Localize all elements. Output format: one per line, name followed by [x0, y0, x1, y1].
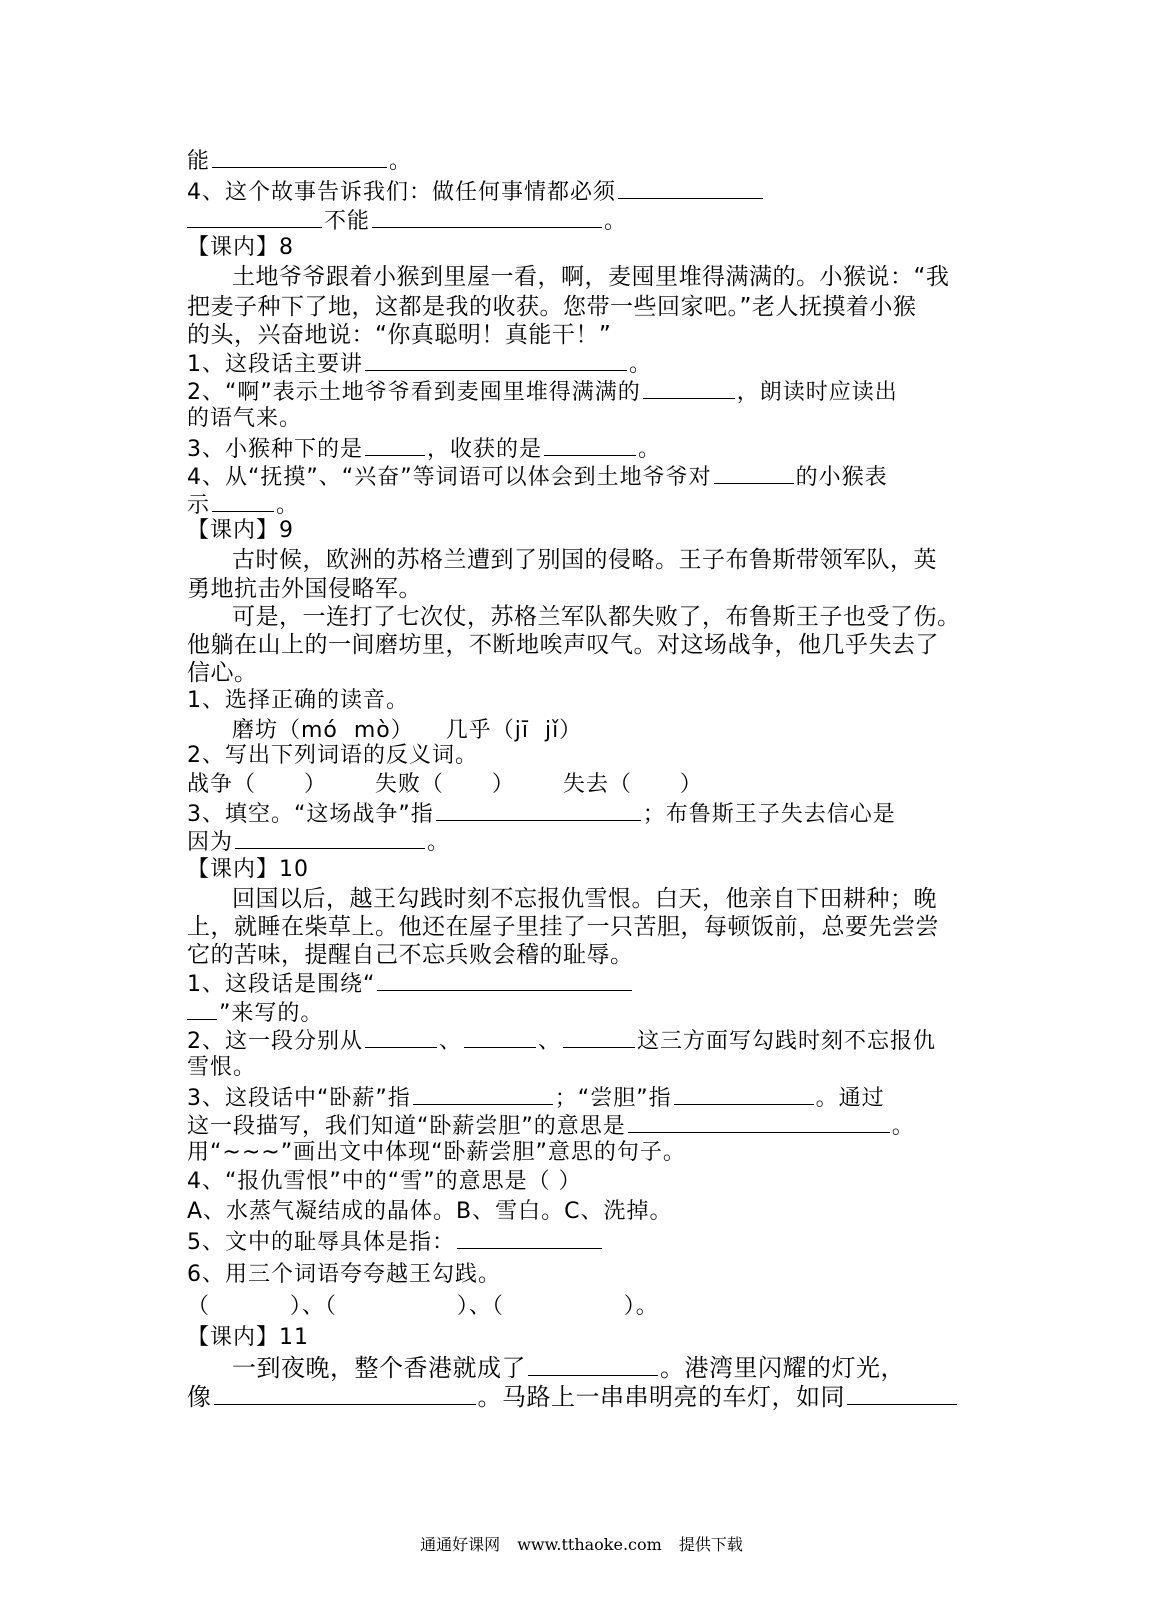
passage-line: 一到夜晚，整个香港就成了 。港湾里闪耀的灯光， — [232, 1354, 905, 1382]
footer-site: 通通好课网 — [420, 1535, 501, 1554]
passage-line: 勇地抗击外国侵略军。 — [187, 576, 422, 602]
blank — [464, 1025, 536, 1048]
question-line: 因为 。 — [187, 826, 450, 856]
blank — [528, 1353, 658, 1376]
question-line: 2、这一段分别从 、 、 这三方面写勾践时刻不忘报仇 — [187, 1025, 936, 1055]
blank — [544, 433, 636, 456]
passage-line: 上，就睡在柴草上。他还在屋子里挂了一只苦胆，每顿饭前，总要先尝尝 — [187, 914, 939, 940]
section-title-10: 【课内】10 — [187, 857, 309, 882]
passage-line: 信心。 — [187, 660, 258, 686]
question-options: 战争（ ） 失败（ ） 失去（ ） — [187, 772, 703, 797]
blank — [847, 1382, 957, 1405]
passage-line: 他躺在山上的一间磨坊里，不断地唉声叹气。对这场战争，他几乎失去了 — [187, 632, 939, 658]
passage-line: 土地爷爷跟着小猴到里屋一看，啊，麦囤里堆得满满的。小猴说：“我 — [232, 264, 950, 290]
blank — [212, 489, 274, 512]
section-title-11: 【课内】11 — [187, 1325, 309, 1350]
footer-note: 提供下载 — [678, 1535, 743, 1554]
passage-line: 它的苦味，提醒自己不忘兵败会稽的耻辱。 — [187, 942, 634, 968]
question-options: A、水蒸气凝结成的晶体。B、雪白。C、洗掉。 — [187, 1199, 673, 1224]
blank — [436, 798, 641, 821]
question-line: 6、用三个词语夸夸越王勾践。 — [187, 1262, 501, 1287]
blank — [235, 826, 425, 849]
line: 4、这个故事告诉我们：做任何事情都必须 — [187, 176, 765, 206]
blank — [372, 205, 602, 228]
question-line: 这一段描写，我们知道“卧薪尝胆”的意思是 。 — [187, 1110, 915, 1140]
question-line: 2、写出下列词语的反义词。 — [187, 743, 478, 768]
blank — [413, 1082, 553, 1105]
section-title-9: 【课内】9 — [187, 518, 294, 543]
question-line: 雪恨。 — [187, 1055, 257, 1080]
footer-url[interactable]: www.tthaoke.com — [517, 1535, 662, 1554]
question-line: 1、这段话主要讲 。 — [187, 348, 652, 378]
question-options: （ ）、（ ）、（ ）。 — [187, 1294, 659, 1319]
footer — [0, 1532, 1163, 1555]
passage-line: 把麦子种下了地，这都是我的收获。您带一些回家吧。”老人抚摸着小猴 — [187, 294, 917, 320]
passage-line: 可是，一连打了七次仗，苏格兰军队都失败了，布鲁斯王子也受了伤。 — [232, 604, 961, 630]
question-line: 用“~~~”画出文中体现“卧薪尝胆”意思的句子。 — [187, 1140, 686, 1165]
blank — [563, 1025, 635, 1048]
question-line: 3、这段话中“卧薪”指 ；“尝胆”指 。通过 — [187, 1082, 885, 1112]
blank — [457, 1226, 602, 1249]
passage-line: 回国以后，越王勾践时刻不忘报仇雪恨。白天，他亲自下田耕种；晚 — [232, 886, 937, 912]
question-line: 示 。 — [187, 489, 299, 519]
blank — [674, 1082, 814, 1105]
line: 不能 。 — [187, 205, 627, 235]
passage-line: 的头，兴奋地说：“你真聪明！真能干！” — [187, 322, 612, 348]
question-line: 的语气来。 — [187, 406, 303, 431]
question-options: 磨坊（mó mò） 几乎（jī jǐ） — [232, 718, 583, 743]
question-line: 1、选择正确的读音。 — [187, 688, 409, 713]
blank — [377, 968, 632, 991]
blank — [618, 176, 763, 199]
question-line: 3、填空。“这场战争”指 ；布鲁斯王子失去信心是 — [187, 798, 896, 828]
blank — [365, 1025, 437, 1048]
question-line: 2、“啊”表示土地爷爷看到麦囤里堆得满满的 ，朗读时应读出 — [187, 376, 898, 406]
section-title-8: 【课内】8 — [187, 235, 294, 260]
question-line: 5、文中的耻辱具体是指： — [187, 1226, 604, 1256]
blank — [643, 376, 735, 399]
blank — [365, 348, 627, 371]
question-line: 3、小猴种下的是 ，收获的是 。 — [187, 433, 661, 463]
question-line: 1、这段话是围绕“ — [187, 968, 634, 998]
question-line: 4、从“抚摸”、“兴奋”等词语可以体会到土地爷爷对 的小猴表 — [187, 461, 888, 491]
question-line: ”来写的。 — [187, 997, 323, 1027]
blank — [187, 205, 322, 228]
passage-line: 像 。马路上一串串明亮的车灯，如同 — [187, 1382, 959, 1412]
passage-line: 古时候，欧洲的苏格兰遭到了别国的侵略。王子布鲁斯带领军队，英 — [232, 547, 937, 573]
blank — [714, 461, 794, 484]
line: 能 。 — [187, 145, 412, 175]
blank — [212, 145, 387, 168]
blank — [628, 1110, 890, 1133]
blank — [365, 433, 425, 456]
question-line: 4、“报仇雪恨”中的“雪”的意思是（ ） — [187, 1169, 582, 1194]
blank — [214, 1382, 476, 1405]
blank — [187, 997, 217, 1020]
